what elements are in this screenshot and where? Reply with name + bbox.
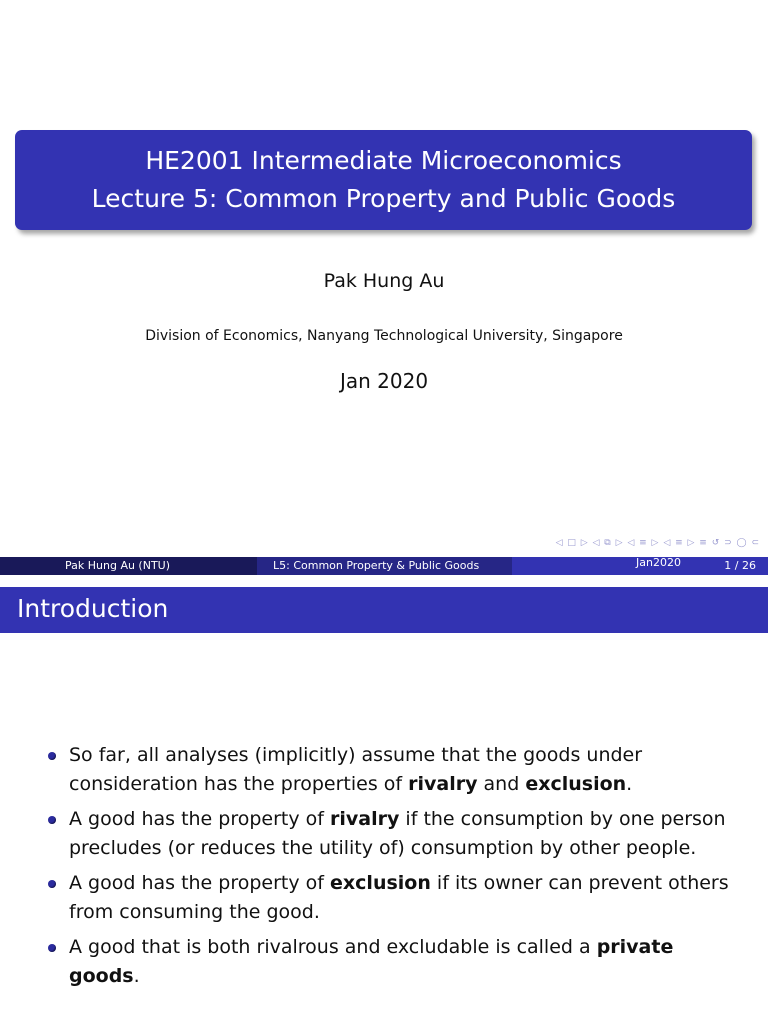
bullet-icon xyxy=(48,816,56,824)
term-exclusion: exclusion xyxy=(330,872,431,894)
bullet-icon xyxy=(48,752,56,760)
author-name: Pak Hung Au xyxy=(323,270,445,292)
bullet-item: So far, all analyses (implicitly) assume that the goods under consideration has the properties of rivalry and exclusion. xyxy=(46,741,746,799)
navigation-symbols[interactable]: ◁ □ ▷ ◁ ⧉ ▷ ◁ ≡ ▷ ◁ ≡ ▷ ≡ ↺ ⊃ ◯ ⊂ xyxy=(555,538,760,548)
term-rivalry: rivalry xyxy=(330,808,400,830)
footer-date: Jan2020 xyxy=(636,556,681,569)
footer-bar xyxy=(0,557,768,575)
footer-title-box xyxy=(257,557,512,575)
lecture-title: Lecture 5: Common Property and Public Goods xyxy=(91,184,676,213)
introduction-slide xyxy=(0,575,768,1024)
frame-title: Introduction xyxy=(17,594,169,623)
footer-page-number: 1 / 26 xyxy=(724,559,756,572)
term-exclusion: exclusion xyxy=(525,773,627,795)
frame-title-bar xyxy=(0,587,768,633)
bullet-list xyxy=(46,741,746,997)
presentation-date: Jan 2020 xyxy=(339,369,429,393)
bullet-icon xyxy=(48,880,56,888)
footer-short-title: L5: Common Property & Public Goods xyxy=(273,559,480,572)
bullet-icon xyxy=(48,944,56,952)
footer-author-box xyxy=(0,557,257,575)
institute: Division of Economics, Nanyang Technological University, Singapore xyxy=(145,328,623,344)
footer-author: Pak Hung Au (NTU) xyxy=(65,559,171,572)
title-box xyxy=(15,130,752,230)
term-private-goods: private goods xyxy=(69,936,674,987)
term-rivalry: rivalry xyxy=(408,773,478,795)
bullet-item: A good has the property of rivalry if the consumption by one person precludes (or reduces the utility of) consumption by other people. xyxy=(46,805,746,863)
bullet-item: A good that is both rivalrous and excludable is called a private goods. xyxy=(46,933,746,991)
footer-date-box xyxy=(512,557,768,575)
course-title: HE2001 Intermediate Microeconomics xyxy=(145,146,622,175)
bullet-item: A good has the property of exclusion if its owner can prevent others from consuming the good. xyxy=(46,869,746,927)
